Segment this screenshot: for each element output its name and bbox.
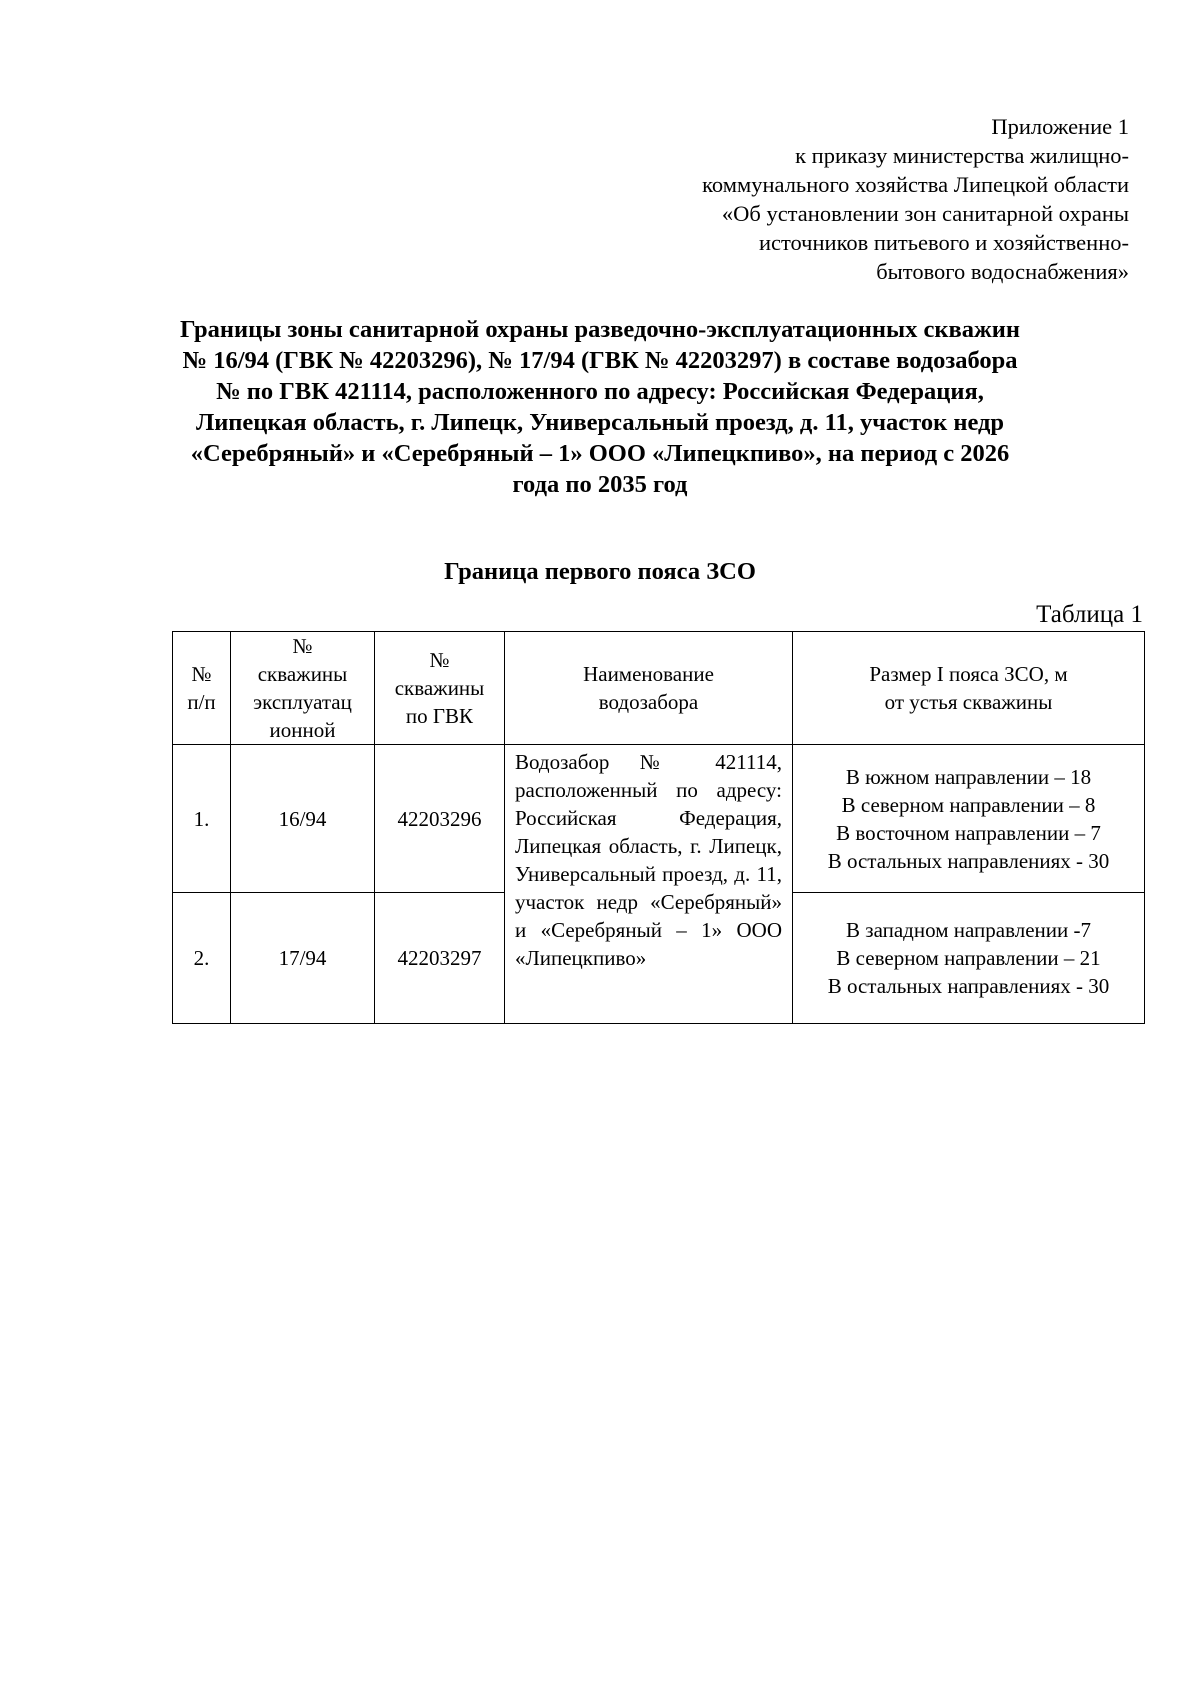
zone-size-line: В западном направлении -7 <box>846 918 1091 942</box>
cell-gvk: 42203296 <box>375 745 505 893</box>
zone-size-line: В восточном направлении – 7 <box>836 820 1101 845</box>
header-well-gvk: № скважины по ГВК <box>375 632 505 745</box>
cell-well: 16/94 <box>231 745 375 893</box>
table-label: Таблица 1 <box>1036 601 1143 628</box>
title-line: Границы зоны санитарной охраны разведочно-эксплуатационных скважин <box>180 316 1020 343</box>
cell-zone-size <box>793 745 1145 893</box>
table-header-row <box>173 632 1145 745</box>
header-well-exploitation: № скважины эксплуатац ионной <box>231 632 375 745</box>
appendix-line: бытового водоснабжения» <box>876 259 1129 284</box>
document-title <box>150 314 1050 500</box>
cell-num: 1. <box>173 745 231 893</box>
appendix-line: «Об установлении зон санитарной охраны <box>721 201 1129 226</box>
title-line: Липецкая область, г. Липецк, Универсальный проезд, д. 11, участок недр <box>195 409 1005 436</box>
header-zone-size: Размер I пояса ЗСО, м от устья скважины <box>793 632 1145 745</box>
title-line: года по 2035 год <box>512 471 688 498</box>
zone-size-line: В остальных направлениях - 30 <box>827 974 1110 998</box>
cell-well: 17/94 <box>231 893 375 1024</box>
cell-zone-size <box>793 893 1145 1024</box>
zone-size-line: В южном направлении – 18 <box>845 764 1092 789</box>
appendix-line: коммунального хозяйства Липецкой области <box>702 172 1129 197</box>
appendix-header <box>609 112 1129 286</box>
cell-num: 2. <box>173 893 231 1024</box>
zone-size-line: В северном направлении – 8 <box>841 792 1096 817</box>
header-intake-name: Наименование водозабора <box>505 632 793 745</box>
appendix-line: источников питьевого и хозяйственно- <box>758 230 1129 255</box>
cell-intake-name <box>505 745 793 1024</box>
zone-size-line: В северном направлении – 21 <box>836 946 1101 970</box>
cell-gvk: 42203297 <box>375 893 505 1024</box>
intake-name-last: «Липецкпиво» <box>515 946 647 970</box>
appendix-line: Приложение 1 <box>991 114 1129 139</box>
title-line: «Серебряный» и «Серебряный – 1» ООО «Липецкпиво», на период с 2026 <box>190 440 1010 467</box>
title-line: № по ГВК 421114, расположенного по адресу: Российская Федерация, <box>216 378 984 405</box>
section-title: Граница первого пояса ЗСО <box>444 558 756 585</box>
appendix-line: к приказу министерства жилищно- <box>795 143 1129 168</box>
table-row <box>173 745 1145 893</box>
zso-table <box>172 631 1145 1024</box>
zone-size-line: В остальных направлениях - 30 <box>827 848 1110 873</box>
intake-name-text: Водозабор № 421114, расположенный по адресу: Российская Федерация, Липецкая область, г. Липецк, Универсальный проезд, д. 11, участок недр «Серебряный» и «Серебряный – 1» ООО <box>515 750 782 942</box>
title-line: № 16/94 (ГВК № 42203296), № 17/94 (ГВК № 42203297) в составе водозабора <box>182 347 1018 374</box>
header-num: № п/п <box>173 632 231 745</box>
